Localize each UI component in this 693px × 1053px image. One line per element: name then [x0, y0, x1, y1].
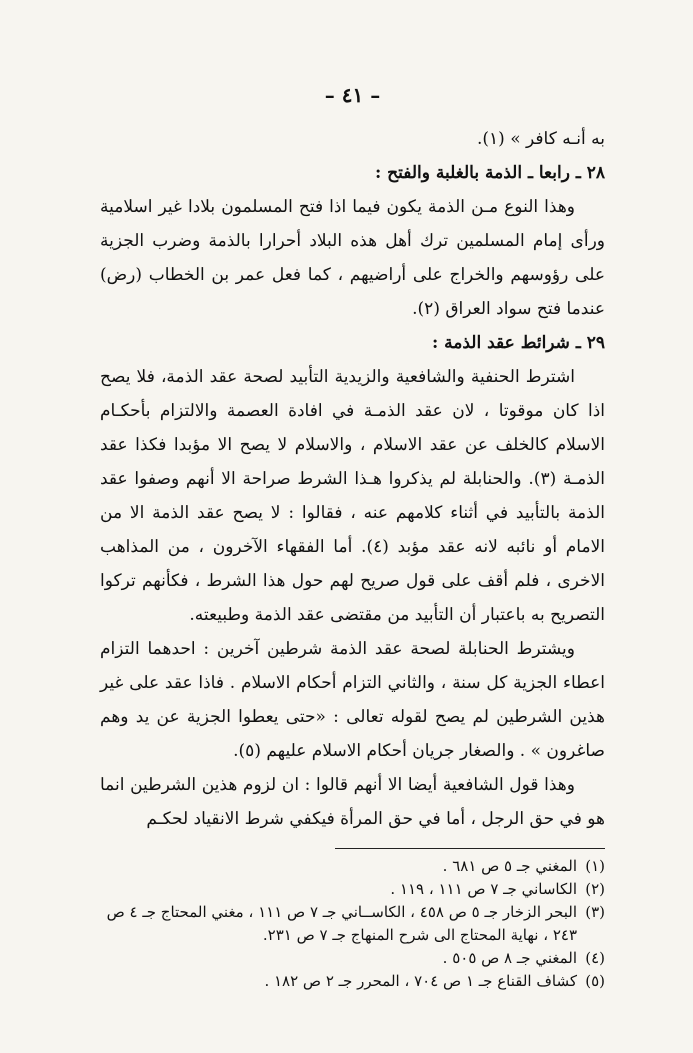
footnote-1	[100, 855, 605, 878]
footnote-3	[100, 901, 605, 947]
section-heading-28: ٢٨ ـ رابعا ـ الذمة بالغلبة والفتح :	[374, 163, 605, 183]
paragraph-perpetuity-condition: اشترط الحنفية والشافعية والزيدية التأبيد لصحة عقد الذمة، فلا يصح اذا كان موقوتا ، لان عقد الذمـة في افادة العصمة والالتزام بأحكـام الاسلام كالخلف عن عقد الاسلام ، والاسلام لا يصح الا مؤبدا فكذا عقد الذمـة (٣). والحنابلة لم يذكروا هـذا الشرط صراحة الا أنهم وصفوا عقد الذمة بالتأبيد في أثناء كلامهم عنه ، فقالوا : لا يصح عقد الذمة الا من الامام أو نائبه لانه عقد مؤبد (٤). أما الفقهاء الآخرون ، من المذاهب الاخرى ، فلم أقف على قول صريح لهم حول هذا الشرط ، فكأنهم تركوا التصريح به باعتبار أن التأبيد من مقتضى عقد الذمة وطبيعته.	[100, 367, 605, 625]
page-number: – ٤١ –	[324, 83, 381, 107]
footnote-5	[100, 970, 605, 993]
footnote-text: كشاف القناع جـ ١ ص ٧٠٤ ، المحرر جـ ٢ ص ١٨٢ .	[264, 972, 577, 990]
footnote-text: الكاساني جـ ٧ ص ١١١ ، ١١٩ .	[390, 880, 577, 898]
footnote-number: (٢)	[585, 880, 605, 898]
footnote-number: (٣)	[585, 903, 605, 921]
paragraph-shafii-view: وهذا قول الشافعية أيضا الا أنهم قالوا : ان لزوم هذين الشرطين انما هو في حق الرجل ، أما في حق المرأة فيكفي شرط الانقياد لحكـم	[100, 775, 605, 829]
main-text	[100, 122, 605, 836]
footnote-number: (٥)	[585, 972, 605, 990]
footnote-text: المغني جـ ٨ ص ٥٠٥ .	[442, 949, 577, 967]
footnote-number: (١)	[585, 857, 605, 875]
continuation-line: به أنـه كافر » (١).	[476, 129, 605, 149]
paragraph-conquest-dhimma: وهذا النوع مـن الذمة يكون فيما اذا فتح المسلمون بلادا غير اسلامية ورأى إمام المسلمين ترك أهل هذه البلاد أحرارا بالذمة وضرب الجزية على رؤوسهم والخراج على أراضيهم ، كما فعل عمر بن الخطاب (رض) عندما فتح سواد العراق (٢).	[100, 197, 605, 319]
footnote-text: البحر الزخار جـ ٥ ص ٤٥٨ ، الكاســاني جـ ٧ ص ١١١ ، مغني المحتاج جـ ٤ ص ٢٤٣ ، نهاية المحتاج الى شرح المنهاج جـ ٧ ص ٢٣١.	[106, 903, 577, 944]
footnote-divider	[335, 848, 605, 849]
footnote-number: (٤)	[585, 949, 605, 967]
footnote-text: المغني جـ ٥ ص ٦٨١ .	[442, 857, 577, 875]
section-heading-29: ٢٩ ـ شرائط عقد الذمة :	[431, 333, 605, 353]
footnote-4	[100, 947, 605, 970]
paragraph-hanbali-conditions: ويشترط الحنابلة لصحة عقد الذمة شرطين آخرين : احدهما التزام اعطاء الجزية كل سنة ، والثاني التزام أحكام الاسلام . فاذا عقد على غير هذين الشرطين لم يصح لقوله تعالى : «حتى يعطوا الجزية عن يد وهم صاغرون » . والصغار جريان أحكام الاسلام عليهم (٥).	[100, 639, 605, 761]
footnotes	[100, 855, 605, 993]
footnote-2	[100, 878, 605, 901]
